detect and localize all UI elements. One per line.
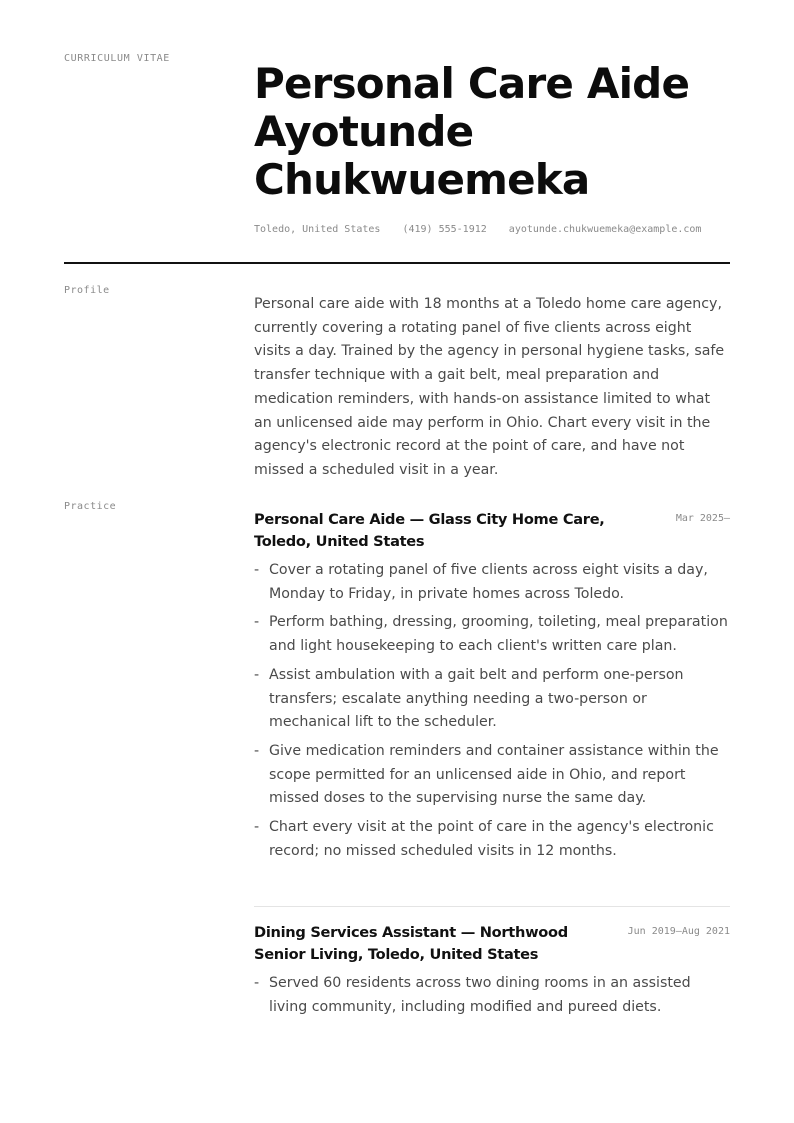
contact-line [254, 224, 734, 235]
page-title [254, 60, 734, 204]
job-entry [254, 509, 730, 868]
job-header [254, 509, 730, 553]
job-divider [254, 906, 730, 907]
header-divider [64, 262, 730, 264]
name-block [254, 60, 734, 235]
job-title-heading: Personal Care Aide [254, 59, 690, 108]
contact-location: Toledo, United States [254, 224, 381, 235]
list-item: - Chart every visit at the point of care in the agency's electronic record; no missed scheduled visits in 12 months. [254, 816, 730, 863]
practice-section-label: Practice [64, 501, 117, 512]
profile-summary: Personal care aide with 18 months at a Toledo home care agency, currently covering a rotating panel of five clients across eight visits a day. Trained by the agency in personal hygiene tasks, safe transfer technique with a gait belt, meal preparation and medication reminders, with hands-on assistance limited to what an unlicensed aide may perform in Ohio. Chart every visit in the agency's electronic record at the point of care, and have not missed a scheduled visit in a year. [254, 296, 725, 478]
job-bullets [254, 972, 730, 1019]
name-first: Ayotunde [254, 107, 474, 156]
job-entry [254, 922, 730, 1024]
contact-phone: (419) 555-1912 [402, 224, 487, 235]
list-item: - Served 60 residents across two dining rooms in an assisted living community, including modified and pureed diets. [254, 972, 730, 1019]
profile-section-label: Profile [64, 285, 110, 296]
job-header [254, 922, 730, 966]
job-title: Personal Care Aide — Glass City Home Care, Toledo, United States [254, 511, 605, 550]
name-last: Chukwuemeka [254, 155, 590, 204]
job-title: Dining Services Assistant — Northwood Senior Living, Toledo, United States [254, 924, 568, 963]
job-bullets [254, 559, 730, 863]
list-item: - Assist ambulation with a gait belt and perform one-person transfers; escalate anything needing a two-person or mechanical lift to the scheduler. [254, 664, 730, 735]
job-dates: Jun 2019–Aug 2021 [627, 926, 730, 937]
contact-email[interactable]: ayotunde.chukwuemeka@example.com [508, 224, 702, 235]
job-dates: Mar 2025– [675, 513, 730, 524]
list-item: - Cover a rotating panel of five clients across eight visits a day, Monday to Friday, in private homes across Toledo. [254, 559, 730, 606]
list-item: - Perform bathing, dressing, grooming, toileting, meal preparation and light housekeeping to each client's written care plan. [254, 611, 730, 658]
list-item: - Give medication reminders and container assistance within the scope permitted for an unlicensed aide in Ohio, and report missed doses to the supervising nurse the same day. [254, 740, 730, 811]
document-kicker: CURRICULUM VITAE [64, 53, 170, 64]
